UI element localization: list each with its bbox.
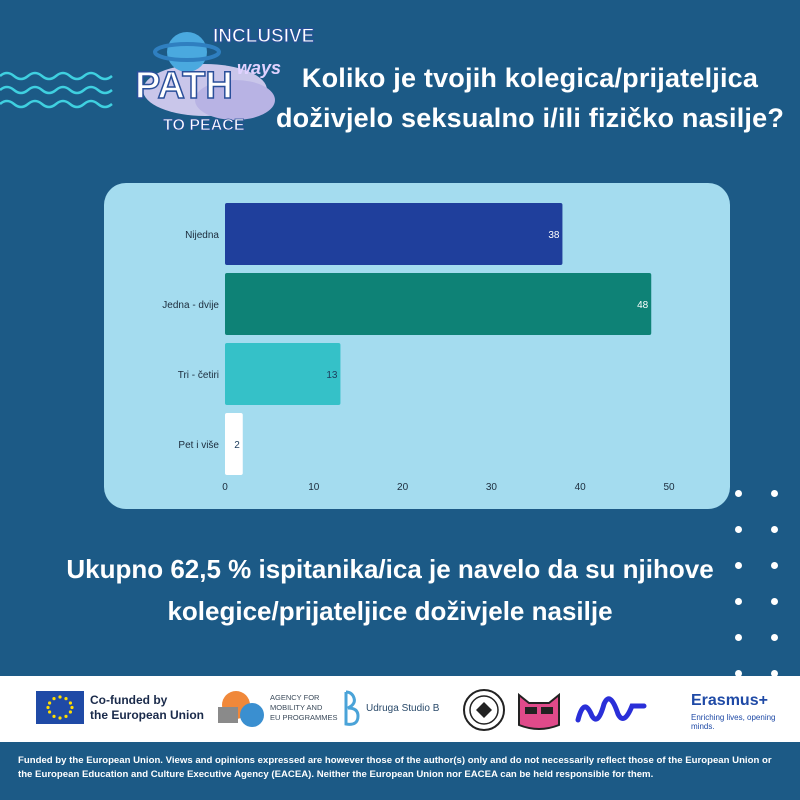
- erasmus-logo: Erasmus+: [691, 692, 768, 709]
- dot: [735, 634, 742, 641]
- dot: [735, 490, 742, 497]
- value-label-1: 48: [637, 300, 649, 311]
- x-tick-0: 0: [222, 482, 228, 493]
- erasmus-tagline: Enriching lives, opening minds.: [691, 713, 776, 731]
- agency-line-1: AGENCY FOR: [270, 693, 320, 702]
- category-label-1: Jedna - dvije: [162, 300, 219, 311]
- eu-line-2: the European Union: [90, 708, 204, 722]
- x-tick-3: 30: [485, 482, 497, 493]
- agency-logo-icon: [212, 687, 270, 731]
- summary-line-1: Ukupno 62,5 % ispitanika/ica je navelo da su njihove: [66, 554, 714, 584]
- x-tick-5: 50: [663, 482, 675, 493]
- summary-text: [40, 548, 740, 632]
- category-label-2: Tri - četiri: [177, 370, 219, 381]
- dot: [735, 526, 742, 533]
- bar-chart: [104, 183, 730, 509]
- eu-flag-icon: [36, 691, 84, 724]
- x-tick-1: 10: [308, 482, 320, 493]
- logo-inclusive: INCLUSIVE: [213, 26, 315, 47]
- eu-line-1: Co-funded by: [90, 693, 168, 707]
- value-label-2: 13: [326, 370, 338, 381]
- category-label-3: Pet i više: [178, 440, 219, 451]
- dot: [771, 634, 778, 641]
- eu-stars-icon: [36, 691, 84, 724]
- value-label-3: 2: [234, 440, 240, 451]
- summary-line-2: kolegice/prijateljice doživjele nasilje: [167, 596, 613, 626]
- dot: [735, 562, 742, 569]
- partner-seal-icon: [460, 686, 508, 734]
- dots-decoration: [735, 490, 785, 680]
- title-line-1: Koliko je tvojih kolegica/prijateljica: [301, 63, 759, 93]
- agency-line-2: MOBILITY AND: [270, 703, 323, 712]
- dot: [771, 526, 778, 533]
- dot: [771, 562, 778, 569]
- agency-logo-text: [270, 693, 338, 723]
- dot: [771, 598, 778, 605]
- chart-card: [104, 183, 730, 509]
- category-label-0: Nijedna: [185, 230, 219, 241]
- wave-letter-logo-icon: [574, 692, 654, 728]
- bar-2: [225, 343, 340, 405]
- dot: [735, 598, 742, 605]
- dot: [771, 490, 778, 497]
- x-tick-2: 20: [397, 482, 409, 493]
- bar-0: [225, 203, 562, 265]
- bar-1: [225, 273, 651, 335]
- title-line-2: doživjelo seksualno i/ili fizičko nasilje?: [275, 103, 785, 133]
- waves-decoration: [0, 70, 120, 115]
- footer-disclaimer: Funded by the European Union. Views and opinions expressed are however those of the author(s) only and do not necessarily reflect those of the European Union or the European Education and Culture Executive Agency (EACEA). Neither the European Union nor EACEA can be held responsible for them.: [18, 755, 772, 780]
- partner-logos-bar: [0, 676, 800, 742]
- value-label-0: 38: [548, 230, 560, 241]
- logo-path: PATH: [135, 65, 233, 107]
- eu-cofunded-logo: [90, 693, 204, 723]
- studio-b-text: Udruga Studio B: [366, 703, 440, 714]
- page-title: [270, 58, 790, 138]
- logo-to-peace: TO PEACE: [163, 117, 245, 134]
- logo-ways: ways: [237, 58, 282, 78]
- footer: [0, 742, 800, 800]
- x-tick-4: 40: [574, 482, 586, 493]
- studio-b-icon: [342, 690, 362, 728]
- agency-line-3: EU PROGRAMMES: [270, 713, 338, 722]
- pink-cat-icon: [515, 687, 563, 731]
